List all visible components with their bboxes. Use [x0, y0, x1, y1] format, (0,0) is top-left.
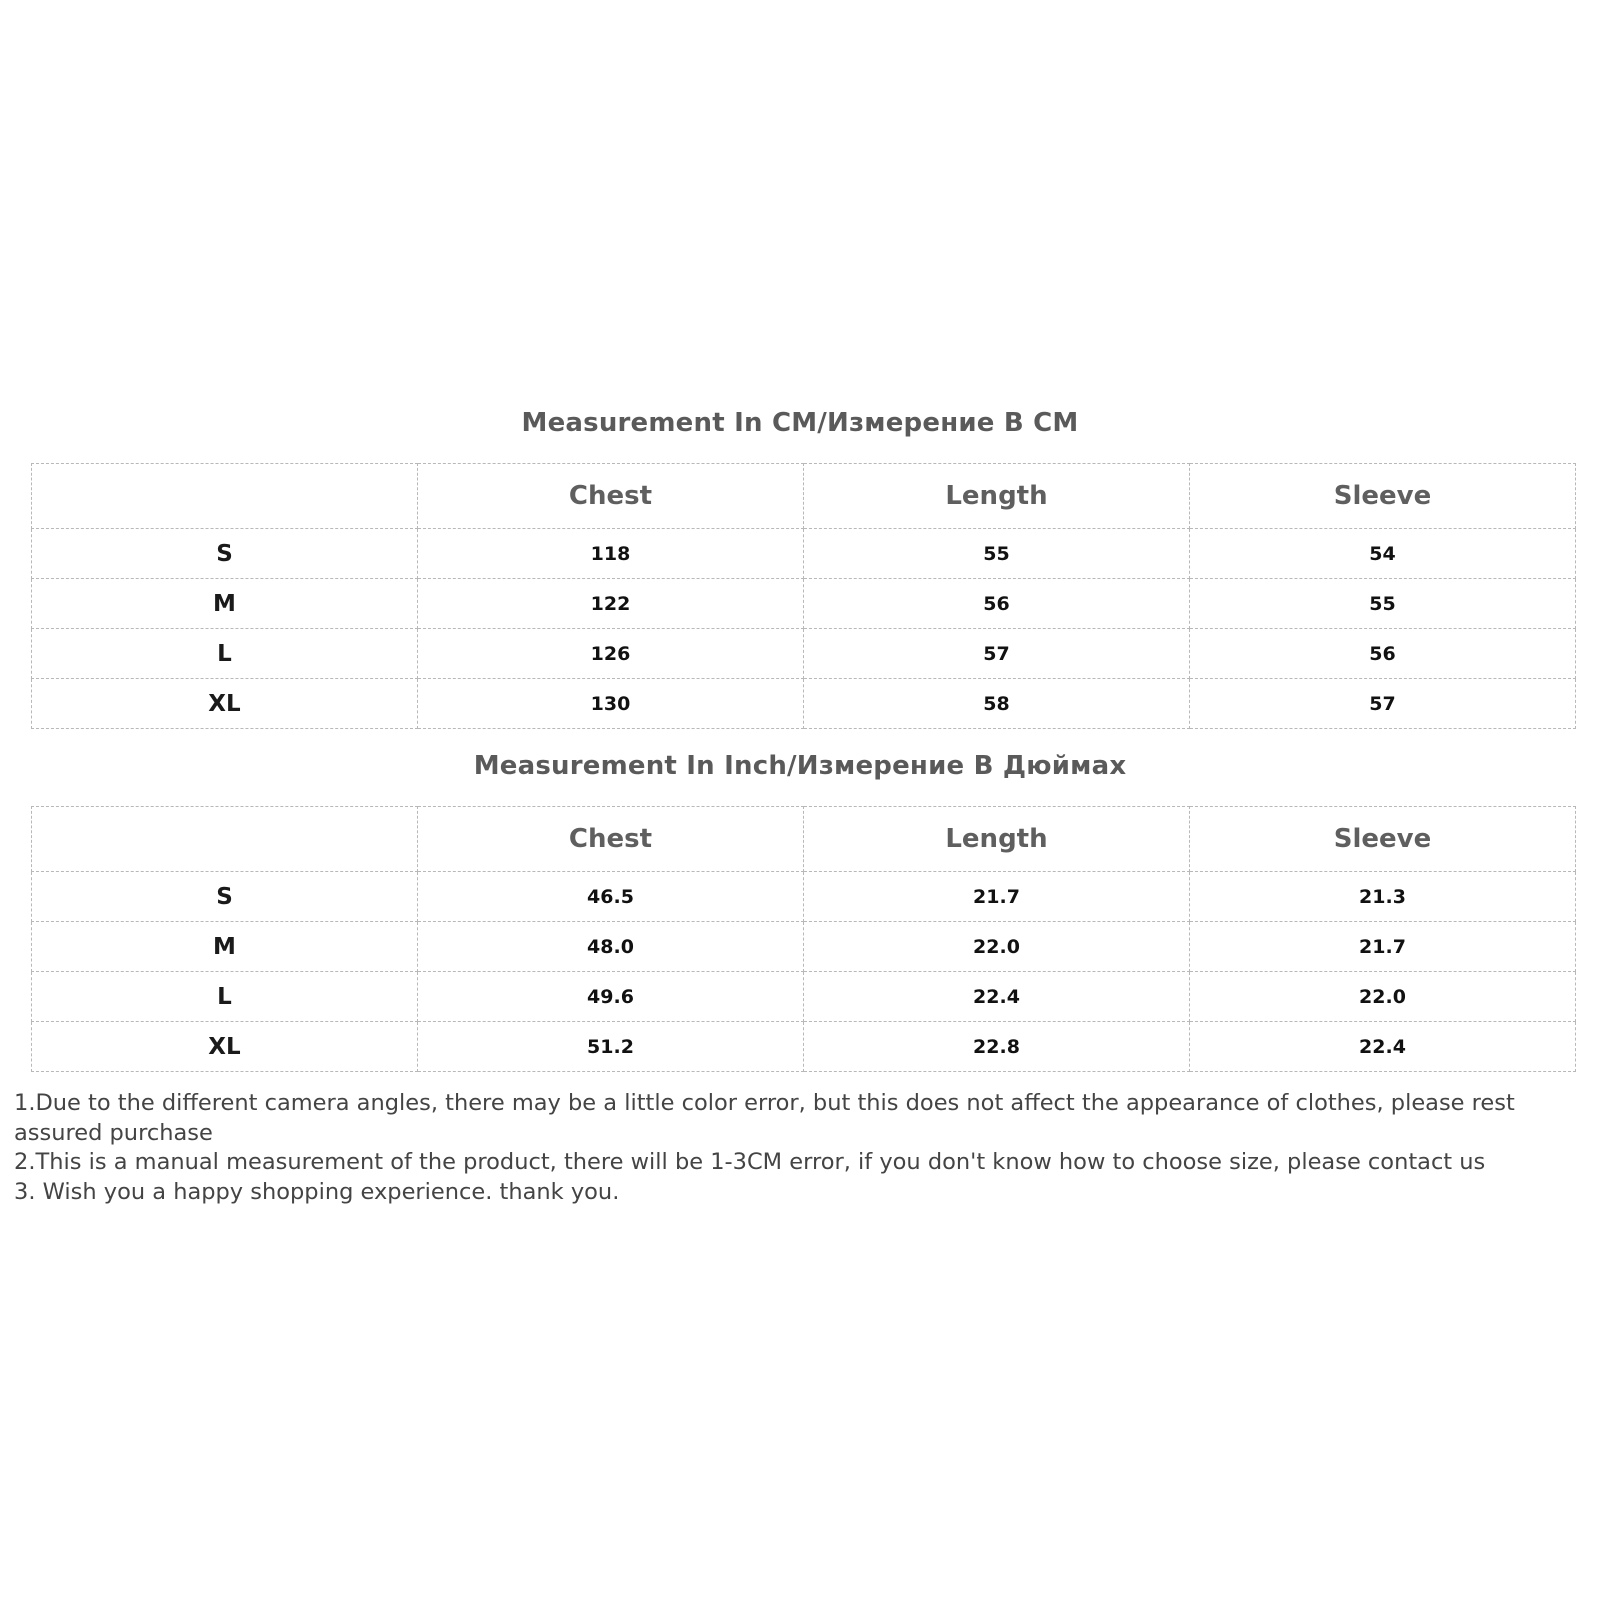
table-row — [32, 972, 1576, 1022]
length-value: 22.0 — [804, 922, 1190, 972]
column-header-size — [32, 807, 418, 872]
table-header-row — [32, 464, 1576, 529]
sleeve-value: 21.3 — [1190, 872, 1576, 922]
column-header-chest: Chest — [418, 807, 804, 872]
size-label: M — [32, 922, 418, 972]
table-row — [32, 872, 1576, 922]
size-label: S — [32, 872, 418, 922]
notes-block — [14, 1089, 1584, 1207]
inch-table-title: Measurement In Inch/Измерение В Дюймах — [473, 751, 1127, 781]
chest-value: 46.5 — [418, 872, 804, 922]
sleeve-value: 22.4 — [1190, 1022, 1576, 1072]
column-header-sleeve: Sleeve — [1190, 807, 1576, 872]
column-header-chest: Chest — [418, 464, 804, 529]
length-value: 55 — [804, 529, 1190, 579]
size-label: L — [32, 972, 418, 1022]
sleeve-value: 56 — [1190, 629, 1576, 679]
column-header-length: Length — [804, 807, 1190, 872]
size-label: XL — [32, 1022, 418, 1072]
table-row — [32, 529, 1576, 579]
cm-table-title: Measurement In CM/Измерение В CM — [521, 408, 1079, 438]
inch-size-table — [31, 806, 1576, 1072]
length-value: 22.8 — [804, 1022, 1190, 1072]
length-value: 58 — [804, 679, 1190, 729]
sleeve-value: 55 — [1190, 579, 1576, 629]
sleeve-value: 54 — [1190, 529, 1576, 579]
sleeve-value: 22.0 — [1190, 972, 1576, 1022]
sleeve-value: 21.7 — [1190, 922, 1576, 972]
size-label: M — [32, 579, 418, 629]
chest-value: 130 — [418, 679, 804, 729]
note-item: 1.Due to the different camera angles, there may be a little color error, but this does not affect the appearance of clothes, please rest assured purchase — [14, 1090, 1515, 1146]
length-value: 21.7 — [804, 872, 1190, 922]
size-label: L — [32, 629, 418, 679]
table-row — [32, 679, 1576, 729]
chest-value: 126 — [418, 629, 804, 679]
size-label: XL — [32, 679, 418, 729]
column-header-sleeve: Sleeve — [1190, 464, 1576, 529]
column-header-length: Length — [804, 464, 1190, 529]
sleeve-value: 57 — [1190, 679, 1576, 729]
chest-value: 49.6 — [418, 972, 804, 1022]
chest-value: 48.0 — [418, 922, 804, 972]
cm-size-table — [31, 463, 1576, 729]
length-value: 56 — [804, 579, 1190, 629]
table-row — [32, 922, 1576, 972]
table-header-row — [32, 807, 1576, 872]
table-row — [32, 1022, 1576, 1072]
length-value: 57 — [804, 629, 1190, 679]
note-item: 2.This is a manual measurement of the product, there will be 1-3CM error, if you don't know how to choose size, please contact us — [14, 1149, 1486, 1175]
chest-value: 118 — [418, 529, 804, 579]
chest-value: 122 — [418, 579, 804, 629]
length-value: 22.4 — [804, 972, 1190, 1022]
size-label: S — [32, 529, 418, 579]
column-header-size — [32, 464, 418, 529]
chest-value: 51.2 — [418, 1022, 804, 1072]
table-row — [32, 629, 1576, 679]
note-item: 3. Wish you a happy shopping experience. thank you. — [14, 1178, 620, 1205]
table-row — [32, 579, 1576, 629]
